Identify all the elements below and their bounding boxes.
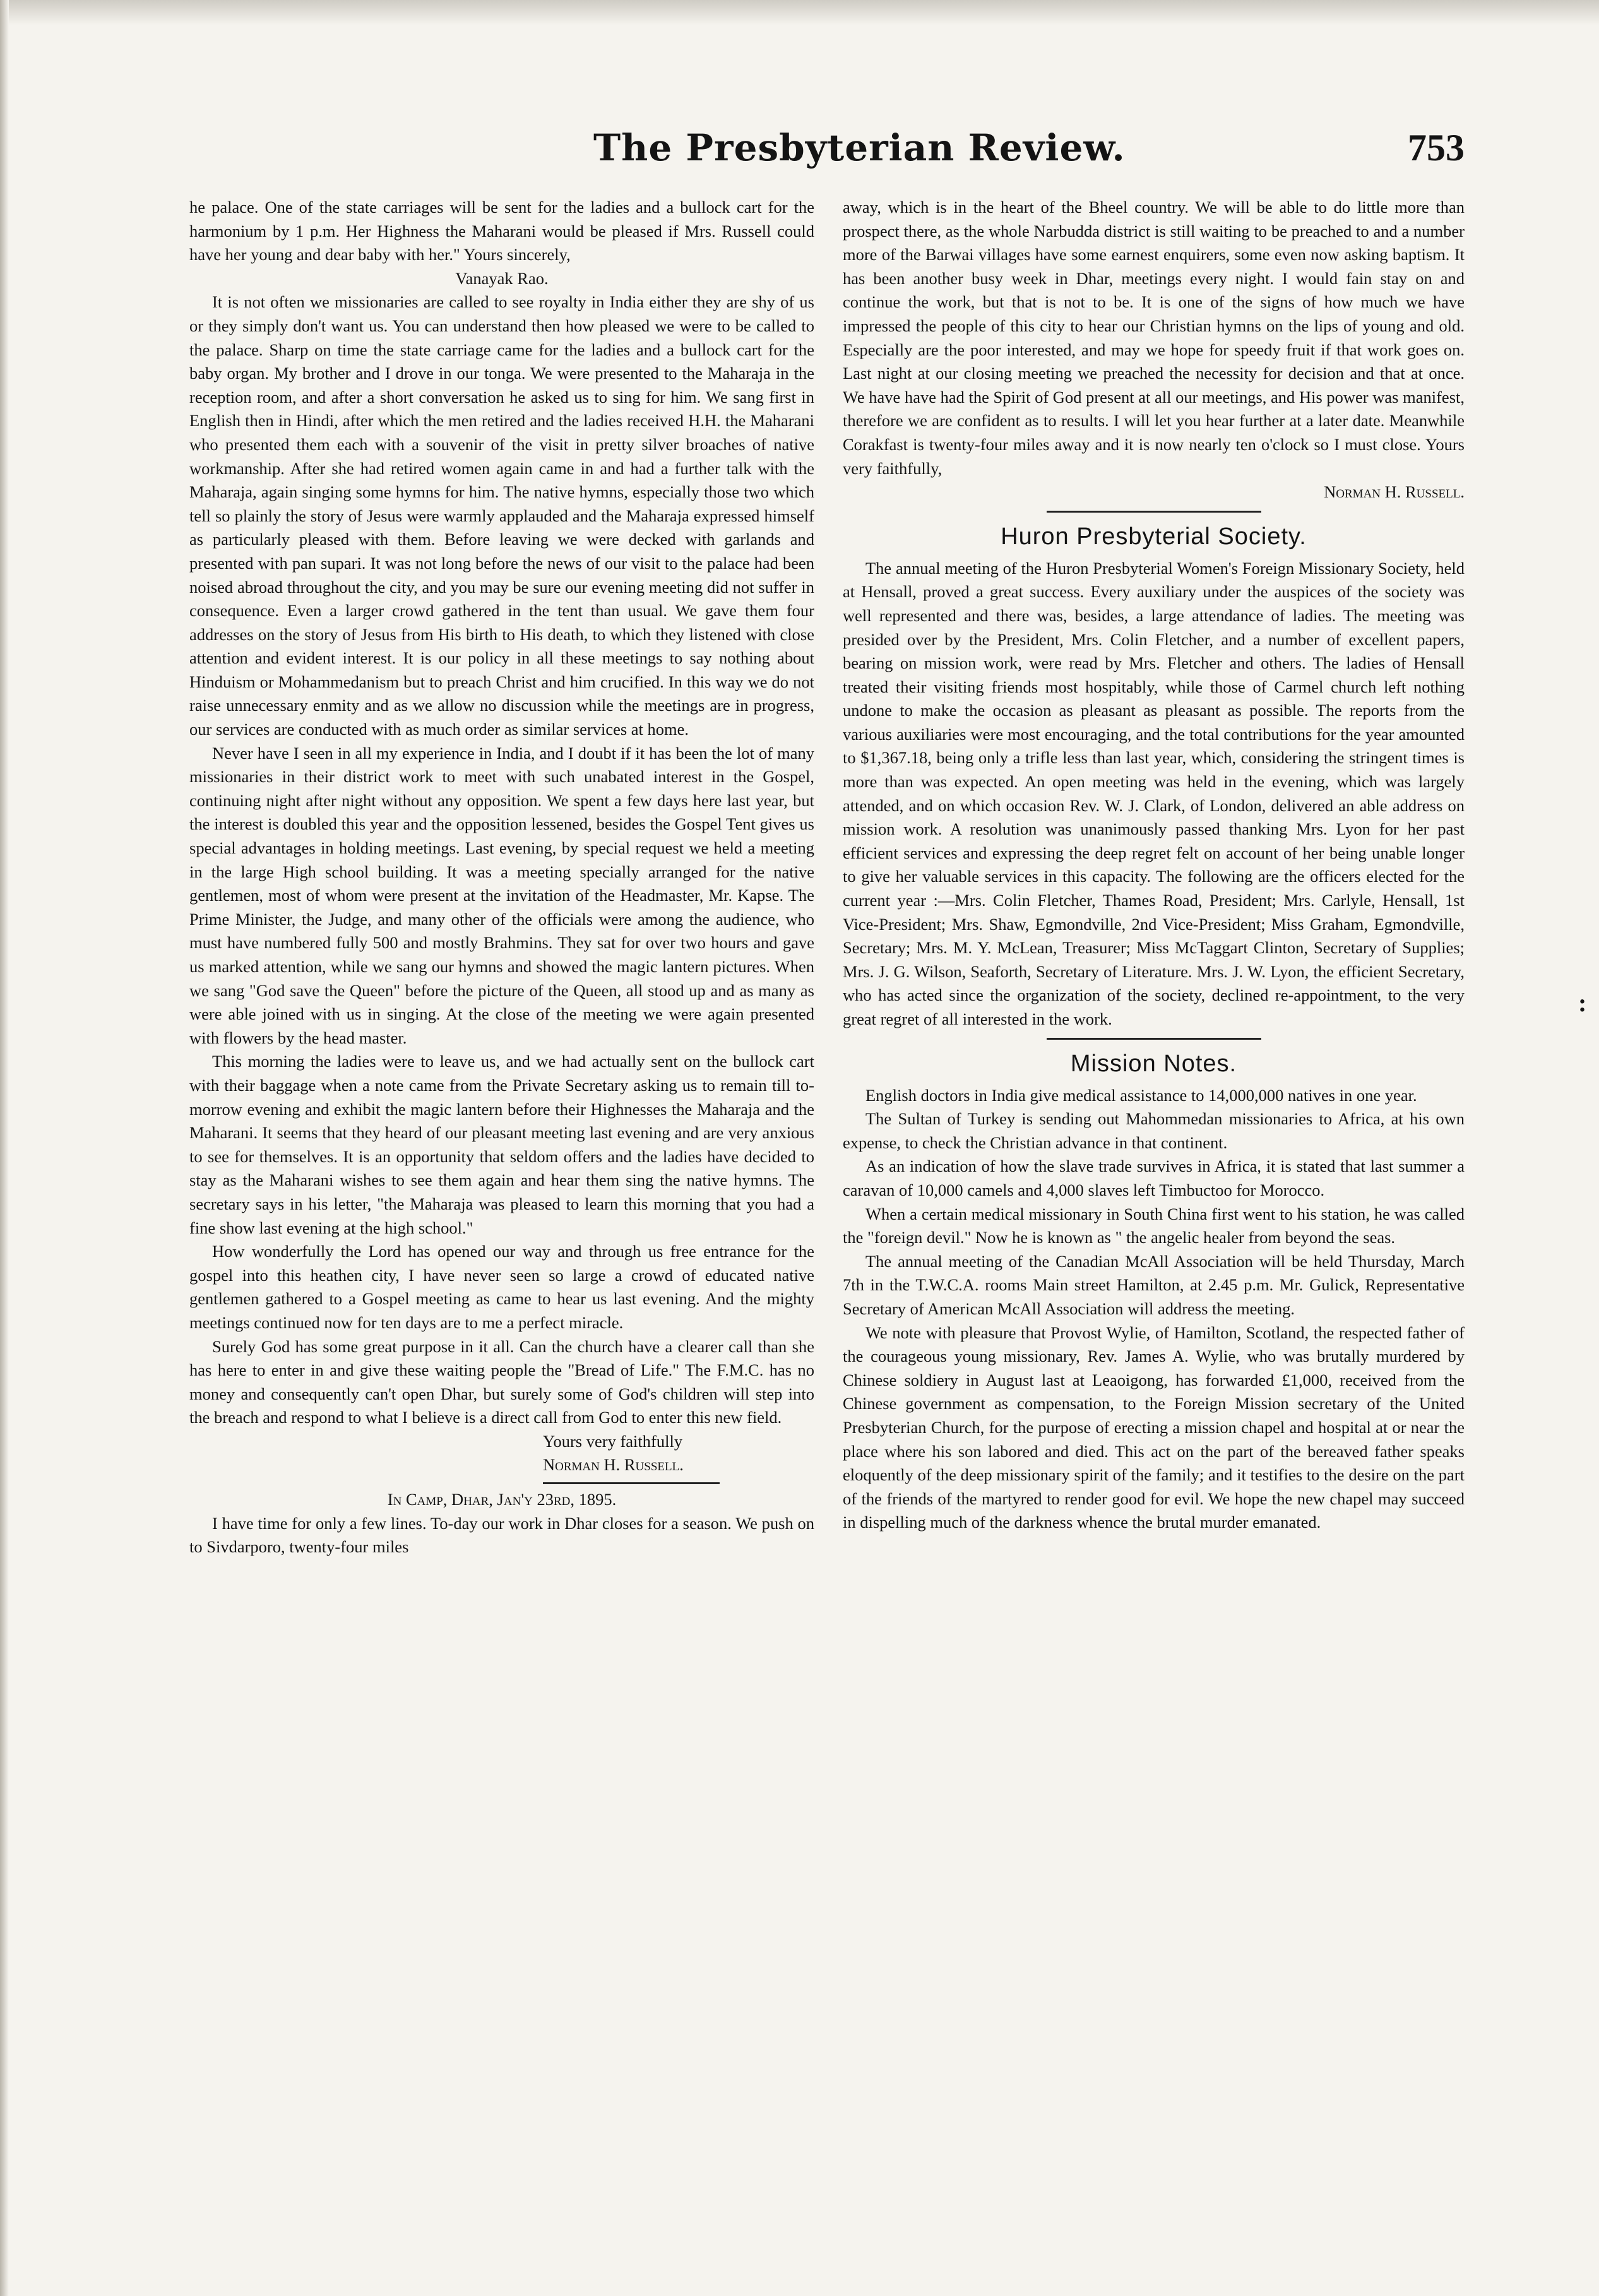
continuation-text: away, which is in the heart of the Bheel country. We will be able to do little more than prospect there, as the whole Narbudda district is still waiting to be preached to and a number more of the Barwai villages have some earnest enquirers, some even now asking baptism. It has been another busy week in Dhar, meetings every night. I would fain stay on and continue the work, but that is not to be. It is one of the signs of how much we have impressed the people of this city to hear our Christian hymns on the lips of young and old. Especially are the poor interested, and may we hope for speedy fruit if that work goes on. Last night at our closing meeting we preached the necessity for decision and that at once. We have have had the Spirit of God present at all our meetings, and His power was manifest, therefore we are confident as to results. I will let you hear further at a later date. Meanwhile Corakfast is twenty-four miles away and it is now nearly ten o'clock so I must close. Yours very faithfully,: [843, 198, 1465, 478]
letter-signature: Vanayak Rao.: [455, 268, 549, 288]
section-rule: [1047, 1038, 1261, 1040]
huron-text: The annual meeting of the Huron Presbyterial Women's Foreign Missionary Society, held at Hensall, proved a great success. Every auxiliary under the auspices of the society was well represented and there was, besides, a large attendance of ladies. The meeting was presided over by the President, Mrs. Colin Fletcher, and a number of excellent papers, bearing on mission work, were read by Mrs. Fletcher and others. The ladies of Hensall treated their visiting friends most hospitably, while those of Carmel church left nothing undone to make the occasion as pleasant as pleasant as possible. The reports from the various auxiliaries were most encouraging, and the total contributions for the year amounted to $1,367.18, being only a trifle less than last year, which, considering the stringent times is more than was expected. An open meeting was held in the evening, which was largely attended, and on which occasion Rev. W. J. Clark, of London, delivered an able address on mission work. A resolution was unanimously passed thanking Mrs. Lyon for her past efficient services and expressing the deep regret felt on account of her being unable longer to give her valuable services in this capacity. The following are the officers elected for the current year :—Mrs. Colin Fletcher, Thames Road, President; Mrs. Carlyle, Hensall, 1st Vice-President; Mrs. Shaw, Egmondville, 2nd Vice-President; Miss Graham, Egmondville, Secretary; Mrs. M. Y. McLean, Treasurer; Miss McTaggart Clinton, Secretary of Supplies; Mrs. J. G. Wilson, Seaforth, Secretary of Literature. Mrs. J. W. Lyon, the efficient Secretary, who has acted since the organization of the society, declined re-appointment, to the very great regret of all interested in the work.: [843, 558, 1465, 1028]
paragraph-palace-visit: It is not often we missionaries are called to see royalty in India either they are shy of us or they simply don't want us. You can understand then how pleased we were to be called to the palace. Sharp on time the state carriage came for the ladies and a bullock cart for the baby organ. My brother and I drove in our tonga. We were presented to the Maharaja in the reception room, and after a short conversation he asked us to sing for him. We sang first in English then in Hindi, after which the men retired and the ladies received H.H. the Maharani who presented them each with a souvenir of the visit in pretty silver broaches of native workmanship. After she had retired women again came in and had a further talk with the Maharaja, again singing some hymns for him. The native hymns, especially those two which tell so plainly the story of Jesus were warmly applauded and the Maharaja expressed himself as particularly pleased with them. Before leaving we were decked with garlands and presented with pan supari. It was not long before the news of our visit to the palace had been noised abroad throughout the city, and you may be sure our evening meeting did not suffer in consequence. Even a larger crowd gathered in the tent than usual. We gave them four addresses on the story of Jesus from His birth to His death, to which they listened with close attention and evident interest. It is our policy in all these meetings to say nothing about Hinduism or Mohammedanism but to preach Christ and him crucified. In this way we do not raise unnecessary enmity and as we allow no discussion while the meetings are in progress, our services are conducted with as much order as similar services at home.: [189, 292, 814, 739]
mission-note: We note with pleasure that Provost Wylie, of Hamilton, Scotland, the respected father of the courageous young missionary, Rev. James A. Wylie, who was brutally murdered by Chinese soldiery in August last at Leaoigong, has forwarded £1,000, received from the Chinese government as compensation, to the Foreign Mission secretary of the United Presbyterian Church, for the purpose of erecting a mission chapel and hospital at or near the place where his son labored and died. This act on the part of the bereaved father speaks eloquently of the deep missionary spirit of the family; and it testifies to the desire on the part of the friends of the martyred to render good for evil. We hope the new chapel may succeed in dispelling much of the darkness whence the brutal murder emanated.: [843, 1323, 1465, 1532]
dateline: In Camp, Dhar, Jan'y 23rd, 1895.: [387, 1490, 617, 1509]
page-top-edge: [0, 0, 1599, 25]
paragraph-wonderfully: How wonderfully the Lord has opened our way and through us free entrance for the gospel into this heathen city, I have never seen so large a crowd of educated native gentlemen gathered to a Gospel meeting as came to hear us last evening. And the mighty meetings continued now for ten days are to me a perfect miracle.: [189, 1242, 814, 1332]
closing-line: Yours very faithfully: [543, 1431, 683, 1451]
paragraph-morning: This morning the ladies were to leave us, and we had actually sent on the bullock cart with their baggage when a note came from the Private Secretary asking us to remain till to-morrow evening and exhibit the magic lantern before their Highnesses the Maharaja and the Maharani. It seems that they heard of our pleasant meeting last evening and are very anxious to see for themselves. It is an opportunity that seldom offers and the ladies have decided to stay as the Maharani wishes to see them again and hear them sing the native hymns. The secretary says in his letter, "the Maharaja was pleased to learn this morning that you had a fine show last evening at the high school.": [189, 1052, 814, 1237]
page-left-edge: [0, 0, 9, 2296]
page-header: [189, 126, 1465, 177]
page-number: 753: [1408, 127, 1465, 169]
letter-text: he palace. One of the state carriages will be sent for the ladies and a bullock cart for the harmonium by 1 p.m. Her Highness the Maharani would be pleased if Mrs. Russell could have her young and dear baby with her." Yours sincerely,: [189, 198, 814, 265]
mission-note: When a certain medical missionary in South China first went to his station, he was called the "foreign devil." Now he is known as " the angelic healer from beyond the seas.: [843, 1204, 1465, 1247]
margin-mark: :: [1578, 989, 1587, 1017]
paragraph-experience: Never have I seen in all my experience in India, and I doubt if it has been the lot of many missionaries in their district work to meet with such unabated interest in the Gospel, continuing night after night without any opposition. We spent a few days here last year, but the interest is doubled this year and the opposition lessened, besides the Gospel Tent gives us special advantages in holding meetings. Last evening, by special request we held a meeting in the large High school building. It was a meeting specially arranged for the native gentlemen, most of whom were present at the invitation of the Headmaster, Mr. Kapse. The Prime Minister, the Judge, and many other of the officials were among the audience, who must have numbered fully 500 and mostly Brahmins. They sat for over two hours and gave us marked attention, while we sang our hymns and showed the magic lantern pictures. When we sang "God save the Queen" before the picture of the Queen, all stood up and as many as were able joined with us in singing. At the close of the meeting we were again presented with flowers by the head master.: [189, 743, 814, 1047]
left-column: [189, 196, 814, 1559]
mission-note: The Sultan of Turkey is sending out Mahommedan missionaries to Africa, at his own expense, to check the Christian advance in that continent.: [843, 1109, 1465, 1152]
divider-rule: [543, 1482, 720, 1484]
mission-note: English doctors in India give medical assistance to 14,000,000 natives in one year.: [865, 1085, 1417, 1105]
mission-note: The annual meeting of the Canadian McAll Association will be held Thursday, March 7th in the T.W.C.A. rooms Main street Hamilton, at 2.45 p.m. Mr. Gulick, Representative Secretary of American McAll Association will address the meeting.: [843, 1251, 1465, 1318]
mission-note: As an indication of how the slave trade survives in Africa, it is stated that last summer a caravan of 10,000 camels and 4,000 slaves left Timbuctoo for Morocco.: [843, 1157, 1465, 1199]
continuation-signature: Norman H. Russell.: [1324, 482, 1465, 502]
mission-heading: Mission Notes.: [1070, 1050, 1237, 1077]
huron-heading: Huron Presbyterial Society.: [1001, 523, 1307, 550]
right-column: [843, 196, 1465, 1535]
paragraph-purpose: Surely God has some great purpose in it all. Can the church have a clearer call than she has here to enter in and give these waiting people the "Bread of Life." The F.M.C. has no money and consequently can't open Dhar, but surely some of God's children will step into the breach and respond to what I believe is a direct call from God to enter this new field.: [189, 1336, 814, 1427]
final-paragraph: I have time for only a few lines. To-day our work in Dhar closes for a season. We push on to Sivdarporo, twenty-four miles: [189, 1513, 814, 1557]
closing-block: [189, 1430, 814, 1477]
journal-title: The Presbyterian Review.: [593, 126, 1126, 169]
closing-signature: Norman H. Russell.: [543, 1455, 684, 1475]
section-rule: [1047, 511, 1261, 513]
